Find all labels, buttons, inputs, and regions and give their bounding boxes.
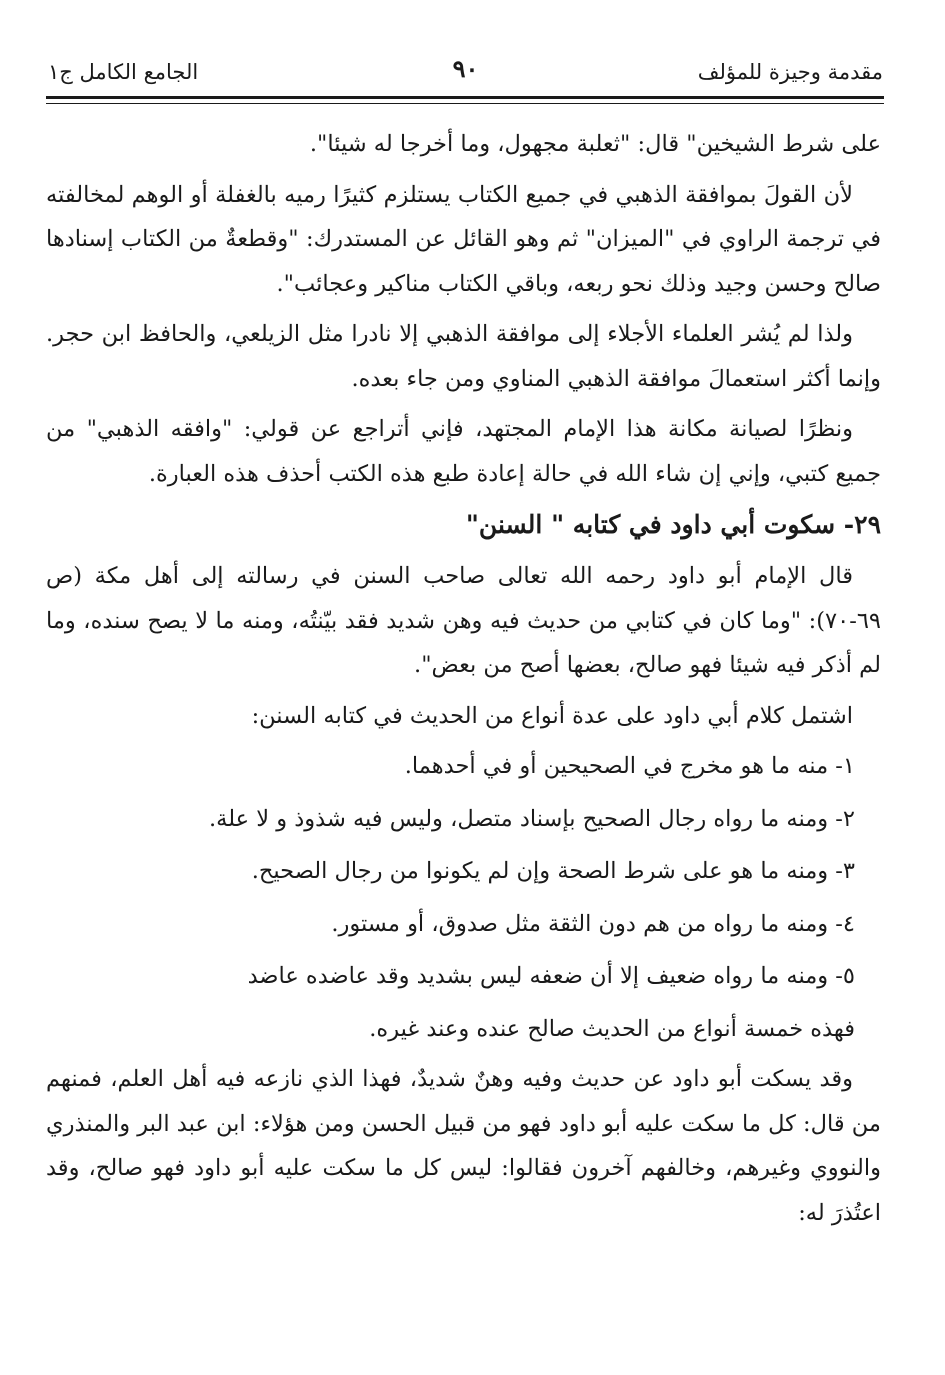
paragraph-3: ولذا لم يُشر العلماء الأجلاء إلى موافقة الذهبي إلا نادرا مثل الزيلعي، والحافظ ابن حجر. وإنما أكثر استعمالَ موافقة الذهبي المناوي ومن جاء بعده. — [46, 321, 881, 392]
list-item-4: ٤- ومنه ما رواه من هم دون الثقة مثل صدوق، أو مستور. — [331, 910, 855, 937]
paragraph-2: لأن القولَ بموافقة الذهبي في جميع الكتاب يستلزم كثيرًا رميه بالغفلة أو الوهم لمخالفته في ترجمة الراوي في "الميزان" ثم وهو القائل عن المستدرك: "وقطعةٌ من الكتاب إسنادها صالح وحسن وجيد وذلك نحو ربعه، وباقي الكتاب مناكير وعجائب". — [46, 181, 881, 297]
header-rule-thick — [46, 96, 884, 99]
paragraph-7: وقد يسكت أبو داود عن حديث وفيه وهنٌ شديدٌ، فهذا الذي نازعه فيه أهل العلم، فمنهم من قال: كل ما سكت عليه أبو داود فهو من قبيل الحسن ومن هؤلاء: ابن عبد البر والمنذري والنووي وغيرهم، وخالفهم آخرون فقالوا: ليس كل ما سكت عليه أبو داود فهو صالح، وقد اعتُذرَ له: — [46, 1066, 881, 1226]
list-item-5: ٥- ومنه ما رواه ضعيف إلا أن ضعفه ليس بشديد وقد عاضده عاضد — [247, 963, 855, 989]
paragraph-6: اشتمل كلام أبي داود على عدة أنواع من الحديث في كتابه السنن: — [251, 702, 853, 729]
list-item-2: ٢- ومنه ما رواه رجال الصحيح بإسناد متصل، وليس فيه شذوذ و لا علة. — [209, 805, 855, 832]
running-header — [48, 52, 883, 92]
header-chapter-title: مقدمة وجيزة للمؤلف — [697, 60, 883, 84]
page-number: ٩٠ — [452, 54, 479, 83]
section-heading: ٢٩- سكوت أبي داود في كتابه " السنن" — [465, 510, 881, 539]
header-rule-thin — [46, 103, 884, 104]
list-item-1: ١- منه ما هو مخرج في الصحيحين أو في أحدهما. — [404, 753, 855, 779]
list-item-3: ٣- ومنه ما هو على شرط الصحة وإن لم يكونوا من رجال الصحيح. — [251, 858, 855, 884]
paragraph-1: على شرط الشيخين" قال: "ثعلبة مجهول، وما أخرجا له شيئا". — [309, 131, 881, 157]
summary-line: فهذه خمسة أنواع من الحديث صالح عنده وعند غيره. — [369, 1015, 855, 1042]
header-book-title: الجامع الكامل ج١ — [48, 60, 199, 84]
paragraph-5: قال الإمام أبو داود رحمه الله تعالى صاحب السنن في رسالته إلى أهل مكة (ص ٦٩-٧٠): "وما كان في كتابي من حديث فيه وهن شديد فقد بيّنتُه، ومنه ما لا يصح سنده، وما لم أذكر فيه شيئا فهو صالح، بعضها أصح من بعض". — [46, 563, 881, 678]
body-text — [46, 122, 881, 1241]
paragraph-4: ونظرًا لصيانة مكانة هذا الإمام المجتهد، فإني أتراجع عن قولي: "وافقه الذهبي" من جميع كتبي، وإني إن شاء الله في حالة إعادة طبع هذه الكتب أحذف هذه العبارة. — [46, 416, 881, 487]
